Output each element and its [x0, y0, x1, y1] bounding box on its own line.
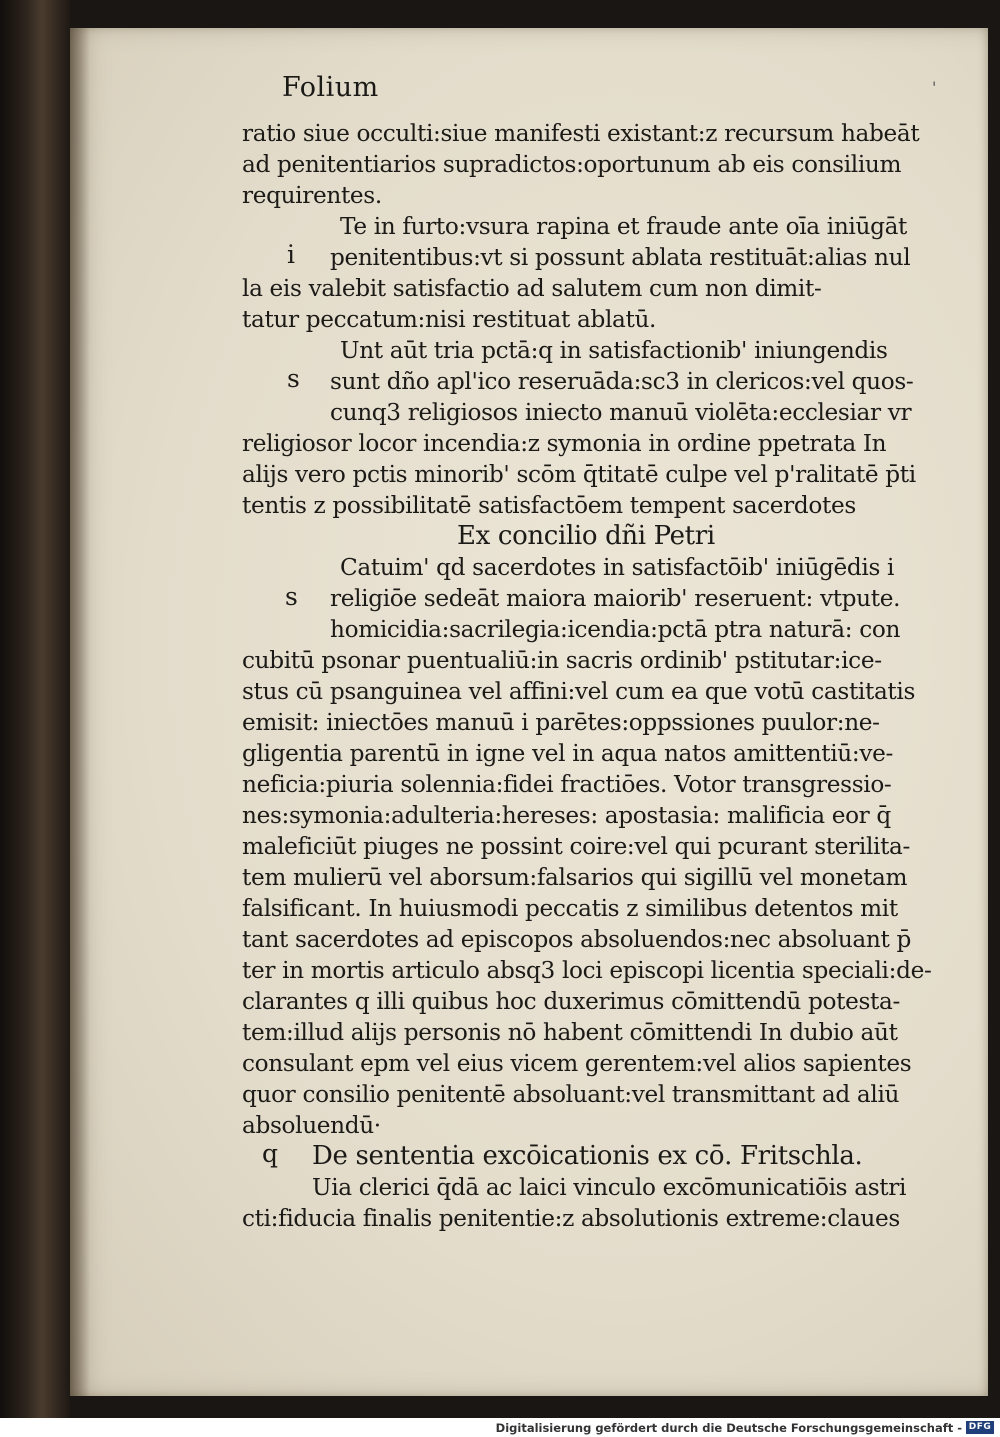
text-line: emisit: iniectōes manuū i parētes:oppssiones puulor:ne-: [242, 709, 880, 736]
guide-letter: s: [285, 582, 298, 611]
text-line: penitentibus:vt si possunt ablata restituāt:alias nul: [330, 244, 911, 271]
guide-letter: i: [287, 240, 295, 269]
text-line: tatur peccatum:nisi restituat ablatū.: [242, 306, 657, 333]
book-cover-edge: [0, 0, 70, 1418]
text-line: religiosor locor incendia:z symonia in ordine ppetrata In: [242, 430, 887, 457]
dfg-logo: DFG: [966, 1421, 994, 1434]
text-line: Te in furto:vsura rapina et fraude ante oīa iniūgāt: [340, 213, 908, 240]
funding-notice: Digitalisierung gefördert durch die Deutsche Forschungsgemeinschaft -: [495, 1421, 962, 1435]
corner-mark: ': [932, 78, 937, 97]
text-line: tentis z possibilitatē satisfactōem tempent sacerdotes: [242, 492, 856, 519]
text-line: Catuim' qd sacerdotes in satisfactōib' iniūgēdis i: [340, 554, 895, 581]
guide-letter: q: [262, 1139, 279, 1168]
text-line: requirentes.: [242, 182, 382, 209]
footer-bar: [0, 1418, 1000, 1437]
text-line: sunt dño apl'ico reseruāda:sc3 in clericos:vel quos-: [330, 368, 914, 395]
text-line: tem:illud alijs personis nō habent cōmittendi In dubio aūt: [242, 1019, 898, 1046]
text-line: cti:fiducia finalis penitentie:z absolutionis extreme:claues: [242, 1205, 900, 1232]
section-heading: Ex concilio dñi Petri: [457, 521, 715, 551]
text-line: clarantes q illi quibus hoc duxerimus cōmittendū potesta-: [242, 988, 900, 1015]
text-line: cubitū psonar puentualiū:in sacris ordinib' pstitutar:ice-: [242, 647, 882, 674]
text-line: Uia clerici q̄dā ac laici vinculo excōmunicatiōis astri: [312, 1174, 907, 1201]
gutter-shadow: [70, 28, 90, 1396]
text-line: stus cū psanguinea vel affini:vel cum ea que votū castitatis: [242, 678, 916, 705]
text-line: tem mulierū vel aborsum:falsarios qui sigillū vel monetam: [242, 864, 908, 891]
text-line: ad penitentiarios supradictos:oportunum ab eis consilium: [242, 151, 902, 178]
section-heading: De sententia excōicationis ex cō. Fritschla.: [312, 1141, 863, 1171]
text-line: la eis valebit satisfactio ad salutem cum non dimit-: [242, 275, 822, 302]
text-line: religiōe sedeāt maiora maiorib' reseruent: vtpute.: [330, 585, 901, 612]
text-line: tant sacerdotes ad episcopos absoluendos:nec absoluant p̄: [242, 926, 911, 953]
text-line: cunq3 religiosos iniecto manuū violēta:ecclesiar vr: [330, 399, 912, 426]
text-line: alijs vero pctis minorib' scōm q̄titatē culpe vel p'ralitatē p̄ti: [242, 461, 916, 488]
text-line: maleficiūt piuges ne possint coire:vel qui pcurant sterilita-: [242, 833, 911, 860]
text-line: homicidia:sacrilegia:icendia:pctā ptra naturā: con: [330, 616, 901, 643]
text-line: quor consilio penitentē absoluant:vel transmittant ad aliū: [242, 1081, 900, 1108]
text-line: falsificant. In huiusmodi peccatis z similibus detentos mit: [242, 895, 898, 922]
text-line: absoluendū·: [242, 1112, 381, 1139]
text-line: Unt aūt tria pctā:q in satisfactionib' iniungendis: [340, 337, 888, 364]
text-line: neficia:piuria solennia:fidei fractiōes. Votor transgressio-: [242, 771, 892, 798]
guide-letter: s: [287, 364, 300, 393]
text-line: gligentia parentū in igne vel in aqua natos amittentiū:ve-: [242, 740, 893, 767]
text-line: nes:symonia:adulteria:hereses: apostasia: malificia eor q̄: [242, 802, 891, 829]
text-line: ratio siue occulti:siue manifesti existant:z recursum habeāt: [242, 120, 920, 147]
page-header: Folium: [282, 72, 379, 103]
text-line: ter in mortis articulo absq3 loci episcopi licentia speciali:de-: [242, 957, 932, 984]
text-line: consulant epm vel eius vicem gerentem:vel alios sapientes: [242, 1050, 912, 1077]
